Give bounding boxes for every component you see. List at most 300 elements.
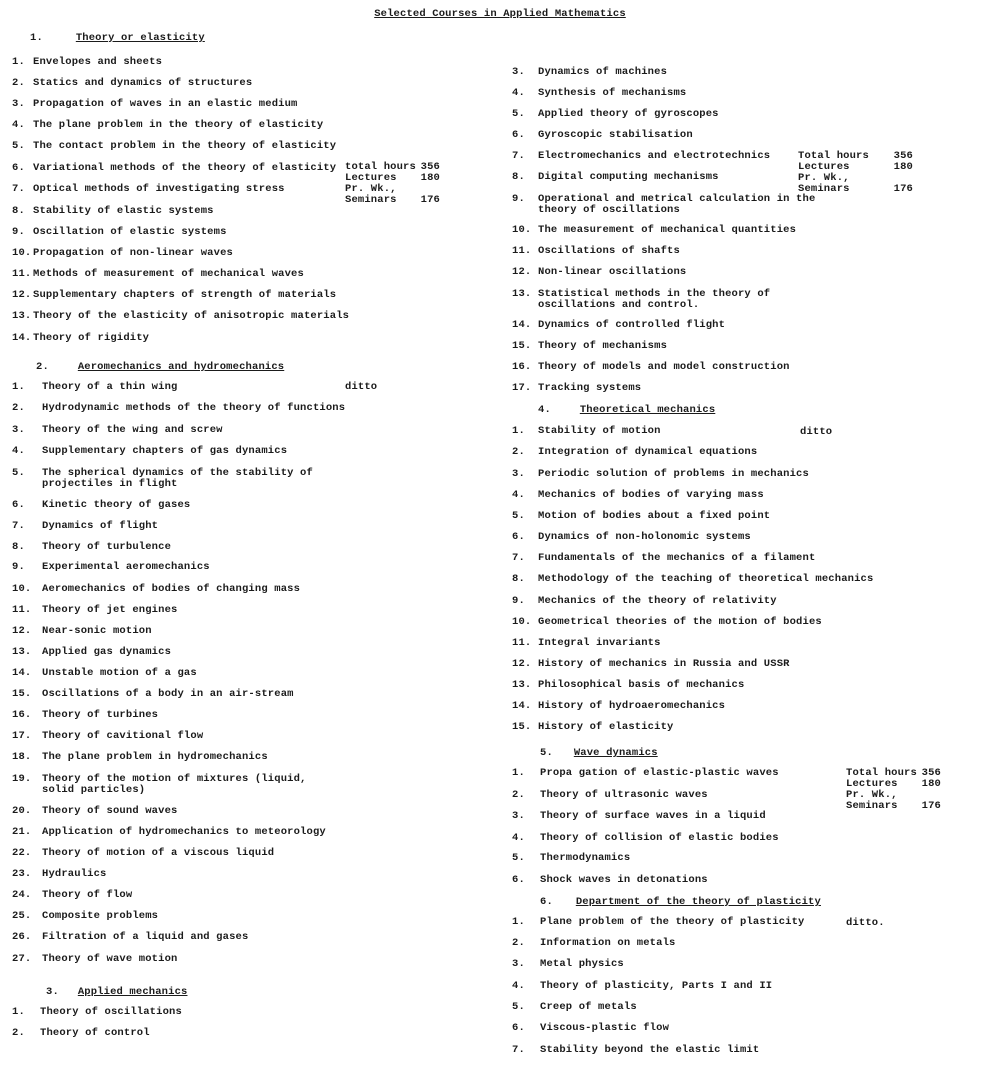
- course-item: [512, 680, 744, 691]
- course-title: Operational and metrical calculation in the: [538, 193, 816, 205]
- course-number: 15.: [12, 688, 32, 700]
- course-number: 3.: [12, 424, 25, 436]
- course-number: 14.: [12, 332, 32, 344]
- hours-block-3: [798, 151, 913, 195]
- course-number: 23.: [12, 868, 32, 880]
- course-title: Theory of ultrasonic waves: [540, 789, 708, 801]
- section-number: 1.: [30, 32, 43, 44]
- course-number: 13.: [12, 310, 32, 322]
- course-number: 10.: [12, 583, 32, 595]
- course-title: Hydrodynamic methods of the theory of functions: [42, 402, 346, 414]
- section-number: 3.: [46, 986, 59, 998]
- section-number: 6.: [540, 896, 553, 908]
- course-number: 7.: [12, 183, 25, 195]
- course-title: Methods of measurement of mechanical waves: [33, 268, 304, 280]
- course-item: [12, 521, 158, 532]
- course-title: History of elasticity: [538, 721, 674, 733]
- course-item: [12, 425, 223, 436]
- course-number: 5.: [12, 467, 25, 479]
- course-number: 7.: [512, 150, 525, 162]
- course-item: [12, 562, 210, 573]
- course-item: [12, 668, 197, 679]
- course-title: Optical methods of investigating stress: [33, 183, 285, 195]
- course-title: Theory of wave motion: [42, 953, 178, 965]
- course-number: 1.: [512, 916, 525, 928]
- course-title: Experimental aeromechanics: [42, 561, 210, 573]
- course-title: Stability beyond the elastic limit: [540, 1044, 760, 1056]
- course-title: Theory of collision of elastic bodies: [540, 832, 779, 844]
- course-number: 1.: [512, 425, 525, 437]
- course-number: 6.: [12, 162, 25, 174]
- course-item: [512, 469, 809, 480]
- course-number: 6.: [512, 129, 525, 141]
- course-title: Envelopes and sheets: [33, 56, 163, 68]
- course-item: [512, 833, 779, 844]
- course-title: Theory of rigidity: [33, 332, 150, 344]
- course-item: [12, 626, 152, 637]
- course-number: 2.: [512, 937, 525, 949]
- course-item: [12, 542, 171, 553]
- course-item: [12, 647, 171, 658]
- course-number: 4.: [512, 980, 525, 992]
- course-number: 20.: [12, 805, 32, 817]
- course-item: [12, 78, 252, 89]
- course-item: [12, 806, 177, 817]
- course-item: [512, 617, 822, 628]
- lectures-value: 180: [420, 172, 440, 184]
- seminars-label: Seminars: [345, 194, 397, 206]
- course-item: [512, 267, 686, 278]
- course-title: Oscillations of shafts: [538, 245, 680, 257]
- course-number: 3.: [512, 810, 525, 822]
- course-item: [12, 774, 307, 796]
- course-title: Supplementary chapters of strength of materials: [33, 289, 337, 301]
- course-item: [12, 689, 294, 700]
- course-item: [12, 403, 345, 414]
- course-item: [12, 954, 177, 965]
- course-title: Metal physics: [540, 958, 624, 970]
- course-item: [12, 752, 268, 763]
- course-number: 2.: [12, 77, 25, 89]
- course-item: [512, 532, 751, 543]
- course-item: [12, 184, 285, 195]
- course-item: [512, 225, 796, 236]
- course-title: Methodology of the teaching of theoretical mechanics: [538, 573, 874, 585]
- course-title: Theory of the wing and screw: [42, 424, 223, 436]
- course-item: [12, 827, 326, 838]
- course-item: [12, 869, 107, 880]
- course-item: [12, 932, 248, 943]
- course-number: 4.: [512, 489, 525, 501]
- course-item: [512, 701, 725, 712]
- total-hours-value: 356: [420, 161, 440, 173]
- section-3-heading: [46, 986, 187, 998]
- lectures-value: 180: [921, 778, 941, 790]
- course-item: [12, 99, 298, 110]
- course-item: [512, 194, 815, 216]
- course-title: The plane problem in the theory of elasticity: [33, 119, 324, 131]
- course-item: [512, 853, 630, 864]
- section-title: Department of the theory of plasticity: [575, 896, 821, 908]
- course-title-continued: projectiles in flight: [42, 478, 178, 490]
- course-item: [512, 341, 667, 352]
- lectures-label: Lectures: [345, 172, 397, 184]
- course-item: [12, 141, 336, 152]
- course-number: 9.: [512, 595, 525, 607]
- total-hours-value: 356: [921, 767, 941, 779]
- page-title: Selected Courses in Applied Mathematics: [374, 8, 626, 20]
- course-number: 6.: [512, 531, 525, 543]
- course-title: Dynamics of non-holonomic systems: [538, 531, 751, 543]
- course-number: 25.: [12, 910, 32, 922]
- course-title: Composite problems: [42, 910, 159, 922]
- course-title: Fundamentals of the mechanics of a filament: [538, 552, 816, 564]
- practical-work-label: Pr. Wk.,: [798, 172, 850, 184]
- course-number: 16.: [512, 361, 532, 373]
- course-number: 19.: [12, 773, 32, 785]
- course-title: Theory of oscillations: [40, 1006, 182, 1018]
- course-number: 11.: [512, 637, 532, 649]
- course-item: [512, 490, 764, 501]
- course-number: 5.: [512, 510, 525, 522]
- course-title: The spherical dynamics of the stability of: [42, 467, 313, 479]
- course-item: [512, 659, 790, 670]
- total-hours-label: total hours: [345, 161, 416, 173]
- lectures-value: 180: [893, 161, 913, 173]
- course-title: Synthesis of mechanisms: [538, 87, 687, 99]
- course-item: [12, 206, 214, 217]
- course-title: Theory of cavitional flow: [42, 730, 204, 742]
- seminars-value: 176: [420, 194, 440, 206]
- course-number: 5.: [12, 140, 25, 152]
- course-title: Theory of motion of a viscous liquid: [42, 847, 275, 859]
- course-item: [12, 584, 300, 595]
- hours-block-5: [846, 768, 941, 812]
- course-title: Information on metals: [540, 937, 676, 949]
- course-title: Theory of the elasticity of anisotropic materials: [33, 310, 350, 322]
- course-number: 22.: [12, 847, 32, 859]
- practical-work-label: Pr. Wk.,: [345, 183, 397, 195]
- course-item: [512, 768, 779, 779]
- course-number: 2.: [512, 789, 525, 801]
- course-item: [12, 1028, 150, 1039]
- course-title: Stability of elastic systems: [33, 205, 214, 217]
- course-item: [12, 468, 313, 490]
- course-number: 1.: [12, 56, 25, 68]
- course-item: [512, 383, 641, 394]
- course-number: 3.: [512, 468, 525, 480]
- course-item: [512, 1045, 759, 1056]
- course-title: Integral invariants: [538, 637, 661, 649]
- course-item: [12, 911, 158, 922]
- course-title: Propa gation of elastic-plastic waves: [540, 767, 779, 779]
- course-number: 6.: [512, 1022, 525, 1034]
- course-number: 1.: [12, 381, 25, 393]
- course-number: 8.: [512, 171, 525, 183]
- course-number: 2.: [512, 446, 525, 458]
- course-title: Integration of dynamical equations: [538, 446, 758, 458]
- course-number: 11.: [512, 245, 532, 257]
- course-item: [12, 605, 177, 616]
- course-number: 10.: [12, 247, 32, 259]
- course-number: 16.: [12, 709, 32, 721]
- course-number: 8.: [12, 541, 25, 553]
- course-item: [512, 151, 770, 162]
- course-title: Oscillations of a body in an air-stream: [42, 688, 294, 700]
- course-item: [512, 638, 661, 649]
- course-number: 8.: [512, 573, 525, 585]
- course-item: [12, 163, 336, 174]
- course-title: Theory of turbulence: [42, 541, 172, 553]
- course-item: [512, 289, 770, 311]
- course-title: Unstable motion of a gas: [42, 667, 197, 679]
- course-item: [12, 710, 158, 721]
- course-item: [512, 981, 772, 992]
- course-number: 2.: [12, 402, 25, 414]
- course-number: 15.: [512, 340, 532, 352]
- course-title: Supplementary chapters of gas dynamics: [42, 445, 288, 457]
- course-title: Theory of sound waves: [42, 805, 178, 817]
- course-item: [12, 290, 336, 301]
- section-title: Applied mechanics: [77, 986, 188, 998]
- course-title: Propagation of non-linear waves: [33, 247, 233, 259]
- course-title: Variational methods of the theory of elasticity: [33, 162, 337, 174]
- course-title: Mechanics of bodies of varying mass: [538, 489, 764, 501]
- course-item: [12, 848, 274, 859]
- course-title-continued: oscillations and control.: [538, 299, 700, 311]
- course-item: [12, 890, 132, 901]
- course-title: Propagation of waves in an elastic medium: [33, 98, 298, 110]
- course-title: History of mechanics in Russia and USSR: [538, 658, 790, 670]
- course-item: [12, 227, 227, 238]
- course-number: 2.: [12, 1027, 25, 1039]
- course-item: [512, 362, 790, 373]
- course-title: Dynamics of flight: [42, 520, 159, 532]
- course-item: [12, 1007, 182, 1018]
- ditto-note: ditto: [800, 426, 833, 438]
- practical-work-label: Pr. Wk.,: [846, 789, 898, 801]
- course-number: 10.: [512, 616, 532, 628]
- course-item: [512, 320, 725, 331]
- course-number: 13.: [12, 646, 32, 658]
- course-title: Periodic solution of problems in mechanics: [538, 468, 809, 480]
- course-title: Applied theory of gyroscopes: [538, 108, 719, 120]
- course-number: 4.: [512, 832, 525, 844]
- course-title: Hydraulics: [42, 868, 107, 880]
- course-number: 4.: [12, 445, 25, 457]
- course-number: 12.: [12, 625, 32, 637]
- course-title: Gyroscopic stabilisation: [538, 129, 693, 141]
- course-title: Shock waves in detonations: [540, 874, 708, 886]
- course-number: 4.: [12, 119, 25, 131]
- course-number: 24.: [12, 889, 32, 901]
- course-number: 3.: [512, 958, 525, 970]
- course-number: 8.: [12, 205, 25, 217]
- course-number: 11.: [12, 604, 32, 616]
- section-number: 4.: [538, 404, 551, 416]
- course-number: 14.: [512, 700, 532, 712]
- course-item: [12, 248, 233, 259]
- section-title: Theory or elasticity: [75, 32, 205, 44]
- course-number: 5.: [512, 108, 525, 120]
- seminars-label: Seminars: [846, 800, 898, 812]
- course-title: Stability of motion: [538, 425, 661, 437]
- course-number: 13.: [512, 679, 532, 691]
- course-item: [512, 917, 805, 928]
- course-title: Philosophical basis of mechanics: [538, 679, 745, 691]
- section-5-heading: [540, 747, 658, 759]
- course-number: 5.: [512, 1001, 525, 1013]
- course-title: Viscous-plastic flow: [540, 1022, 670, 1034]
- course-title: Statistical methods in the theory of: [538, 288, 771, 300]
- course-title: Theory of models and model construction: [538, 361, 790, 373]
- course-item: [12, 120, 323, 131]
- course-title: The contact problem in the theory of elasticity: [33, 140, 337, 152]
- course-title: The plane problem in hydromechanics: [42, 751, 268, 763]
- seminars-label: Seminars: [798, 183, 850, 195]
- course-item: [512, 511, 770, 522]
- course-title: Theory of jet engines: [42, 604, 178, 616]
- course-title: Non-linear oscillations: [538, 266, 687, 278]
- course-number: 12.: [512, 266, 532, 278]
- section-2-heading: [36, 361, 284, 373]
- course-number: 3.: [12, 98, 25, 110]
- course-item: [512, 553, 815, 564]
- course-title: Electromechanics and electrotechnics: [538, 150, 771, 162]
- course-title: Kinetic theory of gases: [42, 499, 191, 511]
- course-title: Applied gas dynamics: [42, 646, 172, 658]
- course-item: [12, 57, 162, 68]
- course-item: [12, 269, 304, 280]
- section-6-heading: [540, 896, 821, 908]
- course-item: [512, 88, 686, 99]
- course-item: [512, 811, 766, 822]
- course-number: 9.: [12, 561, 25, 573]
- course-title: History of hydroaeromechanics: [538, 700, 726, 712]
- course-item: [12, 382, 177, 393]
- course-title: Theory of the motion of mixtures (liquid,: [42, 773, 307, 785]
- course-title: Aeromechanics of bodies of changing mass: [42, 583, 301, 595]
- course-item: [512, 109, 719, 120]
- course-title: Dynamics of machines: [538, 66, 668, 78]
- course-item: [512, 1002, 637, 1013]
- course-item: [12, 446, 287, 457]
- lectures-label: Lectures: [846, 778, 898, 790]
- course-title: Theory of mechanisms: [538, 340, 668, 352]
- course-number: 17.: [12, 730, 32, 742]
- section-1-heading: [30, 32, 205, 44]
- course-item: [512, 447, 757, 458]
- total-hours-label: Total hours: [846, 767, 917, 779]
- course-number: 10.: [512, 224, 532, 236]
- lectures-label: Lectures: [798, 161, 850, 173]
- course-title: Theory of turbines: [42, 709, 159, 721]
- course-title-continued: theory of oscillations: [538, 204, 680, 216]
- course-title: Statics and dynamics of structures: [33, 77, 253, 89]
- course-number: 5.: [512, 852, 525, 864]
- course-title: Mechanics of the theory of relativity: [538, 595, 777, 607]
- course-title: Tracking systems: [538, 382, 642, 394]
- course-item: [12, 311, 349, 322]
- course-number: 9.: [512, 193, 525, 205]
- course-number: 7.: [12, 520, 25, 532]
- section-title: Aeromechanics and hydromechanics: [77, 361, 285, 373]
- course-title: Theory of flow: [42, 889, 133, 901]
- course-item: [512, 246, 680, 257]
- section-title: Theoretical mechanics: [579, 404, 716, 416]
- course-title: Thermodynamics: [540, 852, 631, 864]
- course-title: Dynamics of controlled flight: [538, 319, 726, 331]
- course-item: [512, 130, 693, 141]
- course-number: 12.: [12, 289, 32, 301]
- course-item: [512, 596, 777, 607]
- course-title: The measurement of mechanical quantities: [538, 224, 797, 236]
- section-number: 2.: [36, 361, 49, 373]
- course-title: Geometrical theories of the motion of bodies: [538, 616, 822, 628]
- course-item: [512, 790, 708, 801]
- course-title-continued: solid particles): [42, 784, 146, 796]
- course-title: Digital computing mechanisms: [538, 171, 719, 183]
- course-item: [512, 722, 673, 733]
- course-title: Motion of bodies about a fixed point: [538, 510, 771, 522]
- course-number: 21.: [12, 826, 32, 838]
- course-title: Theory of surface waves in a liquid: [540, 810, 766, 822]
- course-title: Creep of metals: [540, 1001, 637, 1013]
- course-item: [512, 1023, 669, 1034]
- course-title: Oscillation of elastic systems: [33, 226, 227, 238]
- hours-block-1: [345, 162, 440, 206]
- course-item: [512, 172, 719, 183]
- course-item: [512, 574, 873, 585]
- course-item: [512, 426, 661, 437]
- course-item: [12, 333, 149, 344]
- ditto-note: ditto.: [846, 917, 885, 929]
- course-number: 6.: [512, 874, 525, 886]
- course-title: Filtration of a liquid and gases: [42, 931, 249, 943]
- course-number: 3.: [512, 66, 525, 78]
- section-4-heading: [538, 404, 715, 416]
- ditto-note: ditto: [345, 381, 378, 393]
- seminars-value: 176: [893, 183, 913, 195]
- total-hours-value: 356: [893, 150, 913, 162]
- course-title: Theory of plasticity, Parts I and II: [540, 980, 773, 992]
- course-item: [512, 67, 667, 78]
- course-item: [512, 938, 675, 949]
- course-title: Application of hydromechanics to meteorology: [42, 826, 326, 838]
- course-item: [512, 875, 708, 886]
- course-title: Theory of control: [40, 1027, 150, 1039]
- course-number: 12.: [512, 658, 532, 670]
- course-title: Near-sonic motion: [42, 625, 152, 637]
- course-number: 17.: [512, 382, 532, 394]
- total-hours-label: Total hours: [798, 150, 869, 162]
- course-title: Theory of a thin wing: [42, 381, 178, 393]
- course-item: [12, 731, 203, 742]
- course-title: Plane problem of the theory of plasticity: [540, 916, 805, 928]
- course-number: 9.: [12, 226, 25, 238]
- course-number: 1.: [12, 1006, 25, 1018]
- course-item: [512, 959, 624, 970]
- course-number: 1.: [512, 767, 525, 779]
- course-number: 13.: [512, 288, 532, 300]
- seminars-value: 176: [921, 800, 941, 812]
- section-number: 5.: [540, 747, 553, 759]
- course-number: 7.: [512, 1044, 525, 1056]
- course-number: 18.: [12, 751, 32, 763]
- course-number: 15.: [512, 721, 532, 733]
- course-number: 14.: [512, 319, 532, 331]
- course-number: 7.: [512, 552, 525, 564]
